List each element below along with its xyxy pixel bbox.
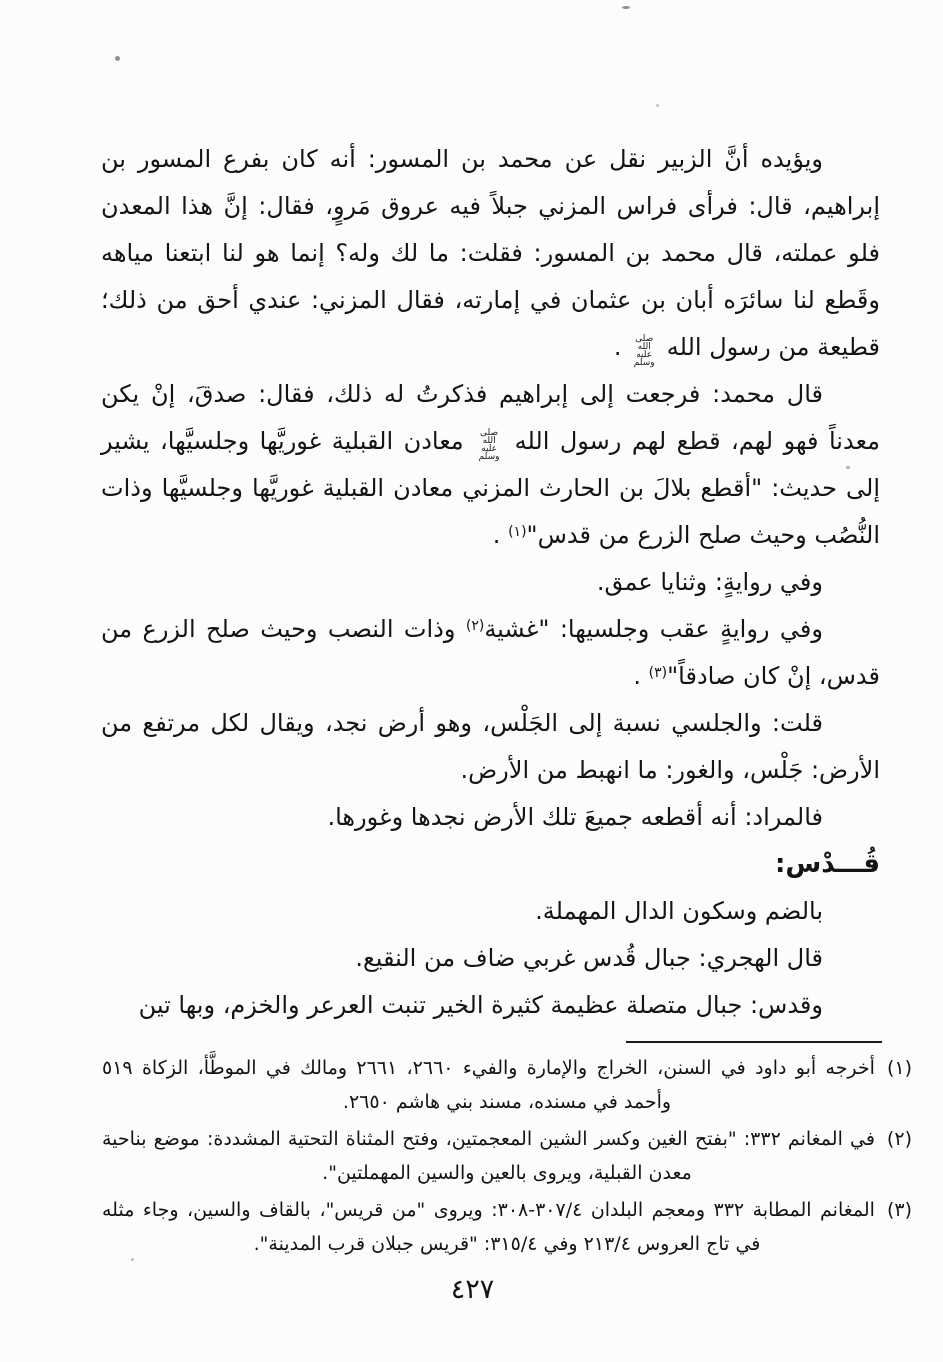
scan-speck (115, 56, 120, 61)
scan-speck (622, 6, 630, 9)
paragraph: وقدس: جبال متصلة عظيمة كثيرة الخير تنبت العرعر والخزم، وبها تين (138, 991, 823, 1019)
paragraph: فالمراد: أنه أقطعه جميعَ تلك الأرض نجدها وغورها. (327, 803, 823, 831)
footnote-marker: (١) (508, 524, 527, 540)
footnote-separator-line (626, 1041, 882, 1043)
footnote: (٢)في المغانم ٣٣٢: "بفتح الغين وكسر الشين المعجمتين، وفتح المثناة التحتية المشددة: موضع بناحية معدن القبلية، ويروى بالعين والسين المهملتين". (102, 1128, 912, 1184)
entry-heading: قُـــدْس: (775, 849, 880, 879)
paragraph: وفي روايةٍ عقب وجلسيها: "غشية$^{(٢)}$ وذات النصب وحيث صلح الزرع من قدس، إنْ كان صادقاً"$^{(٣)}$ . (101, 615, 880, 690)
pbuh-ligature: صلى الله عليه وسلم (633, 334, 655, 368)
scan-speck (656, 104, 659, 107)
pbuh-ligature: صلى الله عليه وسلم (478, 428, 500, 462)
footnote: (٣)المغانم المطابة ٣٣٢ ومعجم البلدان ٤‏/‏٣٠٧-٣٠٨: ويروى "من قريس"، بالقاف والسين، وجاء مثله في تاج العروس ٤‏/‏٢١٣ وفي ٤‏/‏٣١٥: "قريس جبلان قرب المدينة". (102, 1199, 913, 1255)
footnote-number: (١) (886, 1057, 913, 1079)
paragraph: قال محمد: فرجعت إلى إبراهيم فذكرتُ له ذلك، فقال: صدقَ، إنْ يكن معدناً فهو لهم، قطع لهم رسول الله صلى الله عليه وسلم معادن القبلية غوريَّها وجلسيَّها، يشير إلى حديث: "أقطع بلالَ بن الحارث المزني معادن القبلية غوريَّها وجلسيَّها وذات النُّصُب وحيث صلح الزرع من قدس"$^{(١)}$ . (101, 380, 881, 549)
paragraph: وفي روايةٍ: وثنايا عمق. (596, 568, 823, 596)
footnotes-section (102, 1051, 912, 1264)
footnote-number: (٣) (886, 1199, 913, 1221)
footnote-marker: (٣) (648, 665, 668, 681)
scan-speck (846, 466, 850, 469)
footnote: (١)أخرجه أبو داود في السنن، الخراج والإمارة والفيء ٢٦٦٠، ٢٦٦١ ومالك في الموطَّأ، الزكاة ٥١٩ وأحمد في مسنده، مسند بني هاشم ٢٦٥٠. (102, 1057, 913, 1113)
footnote-marker: (٢) (465, 618, 485, 634)
page-number: ٤٢٧ (450, 1274, 495, 1305)
paragraph: قال الهجري: جبال قُدس غربي ضاف من النقيع. (355, 944, 823, 972)
page-body-text (101, 136, 880, 1029)
scan-speck (131, 1258, 134, 1261)
paragraph: قلت: والجلسي نسبة إلى الجَلْس، وهو أرض نجد، ويقال لكل مرتفع من الأرض: جَلْس، والغور: ما انهبط من الأرض. (101, 709, 880, 784)
paragraph: ويؤيده أنَّ الزبير نقل عن محمد بن المسور: أنه كان بفرع المسور بن إبراهيم، قال: فرأى فراس المزني جبلاً فيه عروق مَروٍ، فقال: إنَّ هذا المعدن فلو عملته، قال محمد بن المسور: فقلت: ما لك وله؟ إنما هو لنا ابتعنا مياهه وقَطع لنا سائرَه أبان بن عثمان في إمارته، فقال المزني: عندي أحق من ذلك؛ قطيعة من رسول الله صلى الله عليه وسلم . (101, 145, 880, 368)
paragraph: بالضم وسكون الدال المهملة. (535, 897, 823, 925)
footnote-number: (٢) (886, 1128, 912, 1150)
